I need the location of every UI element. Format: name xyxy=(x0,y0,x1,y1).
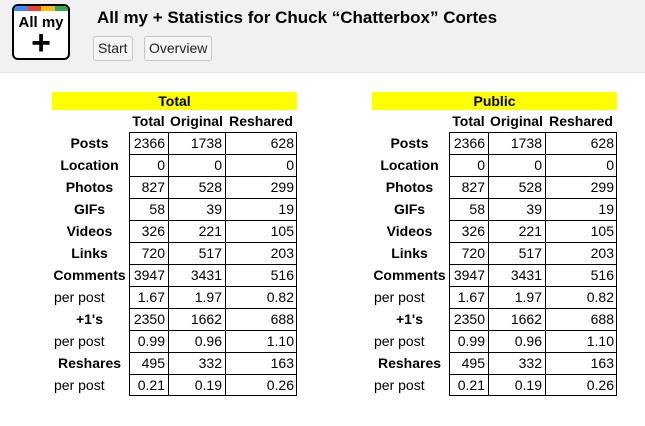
stat-value: 3431 xyxy=(190,267,222,283)
app-header xyxy=(0,0,645,73)
stat-value: 1662 xyxy=(190,311,222,327)
row-label: Photos xyxy=(65,179,114,195)
stat-value: 2350 xyxy=(133,311,165,327)
stat-value: 0.82 xyxy=(266,289,294,305)
stat-value: 0.99 xyxy=(137,333,165,349)
column-header: Original xyxy=(490,113,543,129)
row-label: per post xyxy=(374,333,425,349)
row-label: +1's xyxy=(75,311,104,327)
stat-value: 19 xyxy=(598,201,614,217)
stat-value: 495 xyxy=(141,355,165,371)
row-label: Comments xyxy=(373,267,446,283)
stat-value: 720 xyxy=(141,245,165,261)
stat-value: 517 xyxy=(198,245,222,261)
stat-value: 827 xyxy=(461,179,485,195)
stat-value: 3947 xyxy=(133,267,165,283)
stat-value: 827 xyxy=(141,179,165,195)
stat-value: 0.26 xyxy=(266,377,294,393)
stat-value: 0.19 xyxy=(194,377,222,393)
stat-value: 495 xyxy=(461,355,485,371)
stat-value: 105 xyxy=(270,223,294,239)
stat-value: 1.10 xyxy=(266,333,294,349)
stat-value: 1.10 xyxy=(586,333,614,349)
stat-value: 0.82 xyxy=(586,289,614,305)
stat-value: 2366 xyxy=(133,135,165,151)
column-header: Original xyxy=(170,113,223,129)
row-label: per post xyxy=(54,377,105,393)
table-title: Total xyxy=(52,92,297,110)
stat-value: 221 xyxy=(198,223,222,239)
stat-value: 1.67 xyxy=(137,289,165,305)
stat-value: 0.96 xyxy=(194,333,222,349)
stat-value: 203 xyxy=(590,245,614,261)
stat-value: 628 xyxy=(590,135,614,151)
stat-value: 332 xyxy=(198,355,222,371)
column-header: Total xyxy=(452,113,485,129)
stat-value: 1738 xyxy=(510,135,542,151)
stat-value: 688 xyxy=(590,311,614,327)
stat-value: 0.21 xyxy=(137,377,165,393)
stat-value: 0 xyxy=(606,157,614,173)
stat-value: 332 xyxy=(518,355,542,371)
row-label: Reshares xyxy=(377,355,442,371)
stat-value: 720 xyxy=(461,245,485,261)
stat-value: 163 xyxy=(270,355,294,371)
stat-value: 1.97 xyxy=(514,289,542,305)
row-label: Posts xyxy=(390,135,429,151)
stat-value: 326 xyxy=(141,223,165,239)
stat-value: 163 xyxy=(590,355,614,371)
stat-value: 2350 xyxy=(453,311,485,327)
row-label: Videos xyxy=(386,223,433,239)
row-label: Reshares xyxy=(57,355,122,371)
column-header: Total xyxy=(132,113,165,129)
row-label: per post xyxy=(54,333,105,349)
stat-value: 3947 xyxy=(453,267,485,283)
stat-value: 299 xyxy=(590,179,614,195)
stat-value: 528 xyxy=(518,179,542,195)
row-label: Links xyxy=(71,245,108,261)
table-title: Public xyxy=(372,92,617,110)
stat-value: 19 xyxy=(278,201,294,217)
page-title: All my + Statistics for Chuck “Chatterbox” Cortes xyxy=(97,8,498,27)
stat-value: 517 xyxy=(518,245,542,261)
row-label: Videos xyxy=(66,223,113,239)
stat-value: 0 xyxy=(477,157,485,173)
row-label: per post xyxy=(374,377,425,393)
stat-value: 3431 xyxy=(510,267,542,283)
logo-color-bar-red xyxy=(28,6,42,11)
stat-value: 628 xyxy=(270,135,294,151)
row-label: Location xyxy=(380,157,439,173)
all-my-plus-logo[interactable] xyxy=(12,4,70,60)
logo-color-bar-blue xyxy=(14,6,28,11)
stat-value: 39 xyxy=(526,201,542,217)
stat-value: 0.99 xyxy=(457,333,485,349)
stat-value: 0.26 xyxy=(586,377,614,393)
stat-value: 0.96 xyxy=(514,333,542,349)
row-label: per post xyxy=(374,289,425,305)
stat-value: 1.97 xyxy=(194,289,222,305)
row-label: +1's xyxy=(395,311,424,327)
row-label: per post xyxy=(54,289,105,305)
stat-value: 0 xyxy=(286,157,294,173)
stat-value: 326 xyxy=(461,223,485,239)
stat-value: 299 xyxy=(270,179,294,195)
stat-value: 1.67 xyxy=(457,289,485,305)
overview-button[interactable]: Overview xyxy=(144,36,212,61)
start-button[interactable]: Start xyxy=(93,36,133,61)
row-label: GIFs xyxy=(73,201,106,217)
stat-value: 105 xyxy=(590,223,614,239)
stat-value: 0 xyxy=(534,157,542,173)
stat-value: 221 xyxy=(518,223,542,239)
stat-value: 516 xyxy=(590,267,614,283)
stat-value: 2366 xyxy=(453,135,485,151)
stat-value: 516 xyxy=(270,267,294,283)
total-stats-table xyxy=(52,92,300,398)
public-stats-table xyxy=(372,92,620,398)
plus-icon: + xyxy=(31,24,51,60)
stat-value: 688 xyxy=(270,311,294,327)
row-label: Location xyxy=(60,157,119,173)
stat-value: 0.19 xyxy=(514,377,542,393)
stat-value: 58 xyxy=(149,201,165,217)
stat-value: 0.21 xyxy=(457,377,485,393)
logo-text: All my xyxy=(18,14,64,31)
row-label: Comments xyxy=(53,267,126,283)
row-label: Photos xyxy=(385,179,434,195)
stat-value: 0 xyxy=(214,157,222,173)
stat-value: 58 xyxy=(469,201,485,217)
stat-value: 203 xyxy=(270,245,294,261)
stat-value: 528 xyxy=(198,179,222,195)
stat-value: 0 xyxy=(157,157,165,173)
stat-value: 1662 xyxy=(510,311,542,327)
row-label: Posts xyxy=(70,135,109,151)
row-label: Links xyxy=(391,245,428,261)
logo-color-bar-yellow xyxy=(41,6,55,11)
column-header: Reshared xyxy=(549,113,613,129)
column-header: Reshared xyxy=(229,113,293,129)
stat-value: 39 xyxy=(206,201,222,217)
logo-color-bar-green xyxy=(55,6,69,11)
row-label: GIFs xyxy=(393,201,426,217)
stat-value: 1738 xyxy=(190,135,222,151)
